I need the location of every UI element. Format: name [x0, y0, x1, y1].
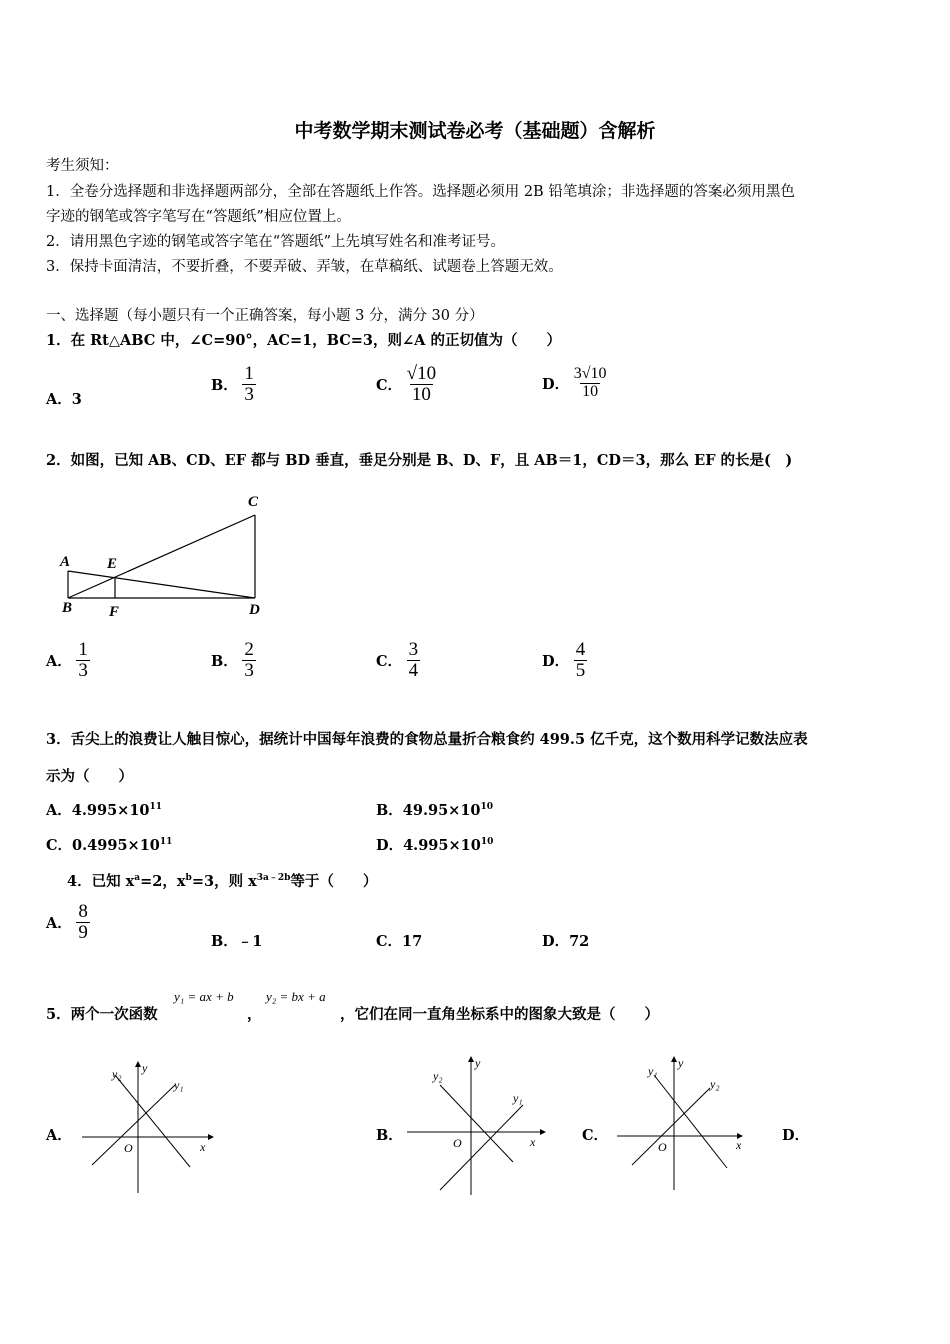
- option-value: 49.95×10: [402, 802, 481, 819]
- exponent: b: [185, 873, 192, 884]
- axis-x-label: x: [530, 1135, 536, 1149]
- option-value: 3: [71, 391, 82, 408]
- notice-item: 字迹的钢笔或答字笔写在“答题纸”相应位置上。: [46, 209, 351, 225]
- option-label: B．: [211, 376, 238, 394]
- option-value: 17: [402, 933, 423, 950]
- fraction: [407, 640, 421, 681]
- denominator: 4: [408, 659, 419, 681]
- numerator: 1: [78, 639, 88, 660]
- q5-option-c-label: C．: [582, 1127, 609, 1144]
- option-label: C．: [376, 933, 403, 950]
- origin-label: O: [124, 1141, 133, 1155]
- q2-option-d: [542, 640, 587, 681]
- option-label: A．: [46, 652, 72, 670]
- q3-option-b: [376, 799, 493, 820]
- q3-option-c: [46, 834, 172, 855]
- option-value: ﹣1: [237, 933, 263, 950]
- x-arrow-icon: [208, 1134, 214, 1140]
- section-heading: 一、选择题（每小题只有一个正确答案，每小题 3 分，满分 30 分）: [46, 308, 484, 324]
- label-c: C: [248, 494, 259, 510]
- numerator: 1: [244, 363, 254, 384]
- numerator: 2: [244, 639, 254, 660]
- option-label: A．: [46, 914, 72, 932]
- exponent: a: [134, 873, 141, 884]
- exponent: 11: [149, 802, 163, 813]
- option-label: A．: [46, 391, 72, 408]
- denominator: 10: [582, 382, 599, 400]
- notice-item: 3．保持卡面清洁，不要折叠，不要弄破、弄皱，在草稿纸、试题卷上答题无效。: [46, 259, 563, 275]
- q4-option-d: [542, 930, 589, 951]
- line-y2: [632, 1088, 710, 1165]
- denominator: 3: [78, 659, 88, 681]
- origin-label: O: [658, 1140, 667, 1154]
- q5-graph-c: [612, 1050, 752, 1198]
- q5-option-b-label: B．: [376, 1127, 403, 1144]
- q3-stem-continued: 示为（ ）: [46, 768, 133, 785]
- x-arrow-icon: [540, 1129, 546, 1135]
- q5-graph-b: [405, 1050, 553, 1198]
- option-value: 4.995×10: [71, 802, 150, 819]
- y-arrow-icon: [671, 1056, 677, 1062]
- notice-item: 1．全卷分选择题和非选择题两部分，全部在答题纸上作答。选择题必须用 2B 铅笔填涂；非选择题的答案必须用黑色: [46, 184, 795, 200]
- q2-stem: 2．如图，已知 AB、CD、EF 都与 BD 垂直，垂足分别是 B、D、F，且 AB＝1，CD＝3，那么 EF 的长是( ): [46, 452, 793, 469]
- q3-option-d: [376, 834, 493, 855]
- q4-option-b: [211, 930, 262, 951]
- segment-ad: [68, 571, 255, 598]
- label-y1: y₁: [174, 1078, 184, 1092]
- option-value: 72: [569, 933, 590, 950]
- option-label: D．: [376, 837, 404, 854]
- notice-item: 2．请用黑色字迹的钢笔或答字笔在“答题纸”上先填写姓名和准考证号。: [46, 234, 506, 250]
- q5-graph-a: [80, 1055, 215, 1195]
- option-label: B．: [211, 933, 238, 950]
- page-title: 中考数学期末测试卷必考（基础题）含解析: [294, 120, 656, 142]
- fraction: [76, 640, 90, 681]
- numerator: √10: [406, 363, 437, 384]
- denominator: 3: [244, 659, 254, 681]
- q2-option-b: [211, 640, 256, 681]
- stem-text: =2，x: [140, 873, 186, 890]
- fraction: [407, 364, 436, 405]
- numerator: 8: [78, 901, 88, 922]
- q2-option-c: [376, 640, 420, 681]
- q5-option-d-label: D．: [782, 1127, 810, 1144]
- notice-heading: 考生须知：: [46, 158, 119, 174]
- option-label: D．: [542, 652, 570, 670]
- label-d: D: [249, 602, 260, 618]
- numerator: 3√10: [573, 365, 607, 382]
- option-label: D．: [542, 933, 570, 950]
- label-f: F: [109, 604, 120, 620]
- numerator: 3: [408, 639, 419, 660]
- origin-label: O: [453, 1136, 462, 1150]
- stem-text: 4．已知 x: [67, 873, 135, 890]
- y-arrow-icon: [468, 1056, 474, 1062]
- label-y2: y₂: [710, 1077, 720, 1091]
- axis-y-label: y: [678, 1056, 684, 1070]
- fraction: [574, 366, 607, 401]
- q4-stem: [67, 870, 377, 891]
- formula-y1: y₁ = ax + b: [174, 989, 234, 1004]
- q1-option-a: [46, 388, 82, 409]
- option-value: 4.995×10: [403, 837, 481, 854]
- label-y2: y₂: [112, 1067, 122, 1081]
- q3-stem: 3．舌尖上的浪费让人触目惊心，据统计中国每年浪费的食物总量折合粮食约 499.5 亿千克，这个数用科学记数法应表: [46, 731, 808, 748]
- fraction: [574, 640, 588, 681]
- fraction: [76, 902, 90, 943]
- denominator: 9: [78, 921, 88, 943]
- exponent: 3a﹣2b: [256, 873, 291, 884]
- option-label: C．: [46, 837, 73, 854]
- option-label: A．: [46, 802, 72, 819]
- q2-option-a: [46, 640, 90, 681]
- exponent: 10: [480, 802, 494, 813]
- q4-option-a: [46, 902, 90, 943]
- label-b: B: [62, 600, 73, 616]
- option-label: B．: [211, 652, 238, 670]
- stem-text: =3，则 x: [191, 873, 257, 890]
- q5-stem-continued: ，它们在同一直角坐标系中的图象大致是（ ）: [340, 1006, 659, 1023]
- line-y2: [440, 1085, 513, 1162]
- q1-stem: 1．在 Rt△ABC 中，∠C=90°，AC=1，BC=3，则∠A 的正切值为（ ）: [46, 332, 561, 349]
- q2-geometry-figure: [55, 488, 275, 623]
- q1-option-d: [542, 366, 606, 401]
- formula-y2: y₂ = bx + a: [266, 989, 326, 1004]
- q4-option-c: [376, 930, 422, 951]
- fraction: [242, 640, 256, 681]
- stem-text: 等于（ ）: [290, 873, 378, 890]
- axis-y-label: y: [475, 1056, 481, 1070]
- label-a: A: [60, 554, 71, 570]
- option-label: C．: [376, 652, 403, 670]
- option-label: D．: [542, 375, 570, 393]
- option-label: B．: [376, 802, 403, 819]
- denominator: 10: [411, 383, 431, 405]
- option-label: C．: [376, 376, 403, 394]
- q5-option-a-label: A．: [46, 1127, 72, 1144]
- exponent: 10: [480, 837, 494, 848]
- q1-option-b: [211, 364, 256, 405]
- numerator: 4: [575, 639, 586, 660]
- q1-option-c: [376, 364, 436, 405]
- denominator: 5: [575, 659, 586, 681]
- label-e: E: [107, 556, 118, 572]
- label-y1: y₁: [648, 1064, 658, 1078]
- q3-option-a: [46, 799, 162, 820]
- q5-stem: 5．两个一次函数: [46, 1006, 158, 1023]
- segment-bc: [68, 515, 255, 598]
- denominator: 3: [244, 383, 254, 405]
- option-value: 0.4995×10: [72, 837, 160, 854]
- axis-y-label: y: [142, 1061, 148, 1075]
- fraction: [242, 364, 256, 405]
- separator: ，: [247, 1006, 262, 1023]
- axis-x-label: x: [736, 1138, 742, 1152]
- exponent: 11: [159, 837, 173, 848]
- label-y2: y₂: [433, 1069, 443, 1083]
- label-y1: y₁: [513, 1091, 523, 1105]
- y-arrow-icon: [135, 1061, 141, 1067]
- axis-x-label: x: [200, 1140, 206, 1154]
